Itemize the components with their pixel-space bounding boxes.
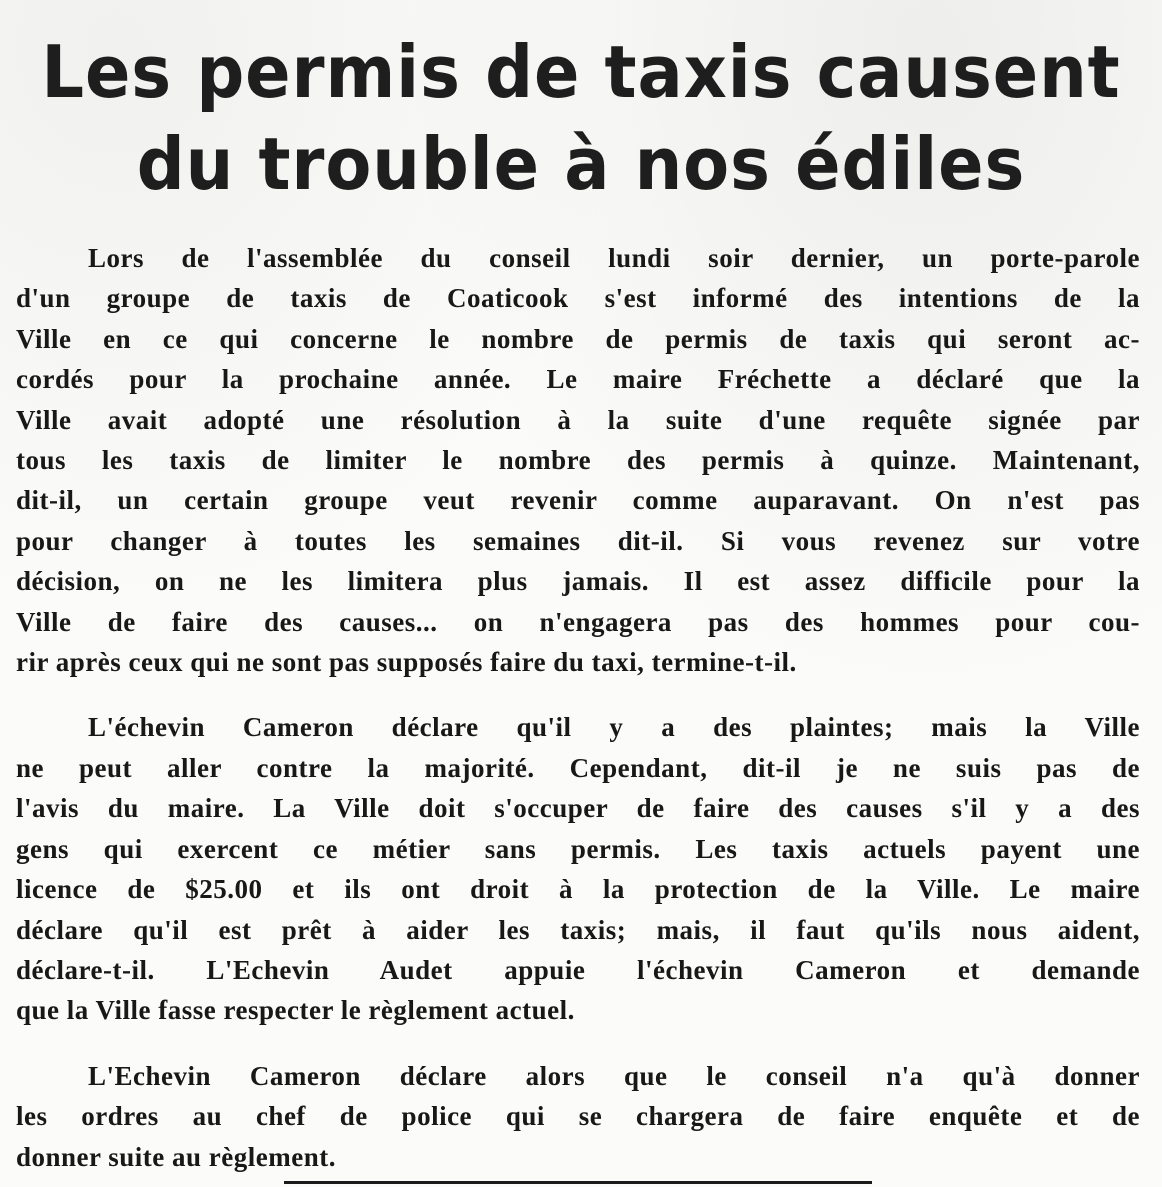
text-line: pour changer à toutes les semaines dit-il. Si vous revenez sur votre	[16, 525, 1140, 556]
text-line: l'avis du maire. La Ville doit s'occuper de faire des causes s'il y a des	[16, 793, 1140, 824]
text-line: d'un groupe de taxis de Coaticook s'est informé des intentions de la	[16, 283, 1140, 314]
paragraph-3	[16, 1056, 1140, 1177]
text-line: rir après ceux qui ne sont pas supposés faire du taxi, termine-t-il.	[16, 647, 797, 678]
text-line: gens qui exercent ce métier sans permis. Les taxis actuels payent une	[16, 833, 1140, 864]
text-line: Ville en ce qui concerne le nombre de permis de taxis qui seront ac-	[16, 323, 1140, 354]
text-line: dit-il, un certain groupe veut revenir comme auparavant. On n'est pas	[16, 485, 1140, 516]
headline-line-2: du trouble à nos édiles	[136, 122, 1026, 206]
headline-line-1: Les permis de taxis causent	[41, 30, 1121, 114]
text-line: Ville avait adopté une résolution à la suite d'une requête signée par	[16, 404, 1140, 435]
text-line: L'Echevin Cameron déclare alors que le conseil n'a qu'à donner	[88, 1060, 1140, 1091]
text-line: que la Ville fasse respecter le règlement actuel.	[16, 995, 575, 1026]
text-line: Ville de faire des causes... on n'engagera pas des hommes pour cou-	[16, 606, 1140, 637]
text-line: déclare-t-il. L'Echevin Audet appuie l'échevin Cameron et demande	[16, 954, 1140, 985]
text-line: tous les taxis de limiter le nombre des permis à quinze. Maintenant,	[16, 445, 1140, 476]
text-line: déclare qu'il est prêt à aider les taxis; mais, il faut qu'ils nous aident,	[16, 914, 1140, 945]
paragraph-1	[16, 238, 1140, 682]
text-line: ne peut aller contre la majorité. Cependant, dit-il je ne suis pas de	[16, 752, 1140, 783]
text-line: L'échevin Cameron déclare qu'il y a des plaintes; mais la Ville	[88, 712, 1140, 743]
text-line: Lors de l'assemblée du conseil lundi soir dernier, un porte-parole	[88, 243, 1140, 273]
bottom-divider	[284, 1181, 872, 1184]
text-line: décision, on ne les limitera plus jamais. Il est assez difficile pour la	[16, 566, 1140, 597]
text-line: cordés pour la prochaine année. Le maire Fréchette a déclaré que la	[16, 364, 1140, 395]
text-line: licence de $25.00 et ils ont droit à la protection de la Ville. Le maire	[16, 874, 1140, 905]
text-line: les ordres au chef de police qui se chargera de faire enquête et de	[16, 1101, 1140, 1132]
article-body	[16, 238, 1140, 1177]
text-line: donner suite au règlement.	[16, 1141, 336, 1172]
headline	[41, 26, 1122, 210]
paragraph-2	[16, 707, 1140, 1030]
